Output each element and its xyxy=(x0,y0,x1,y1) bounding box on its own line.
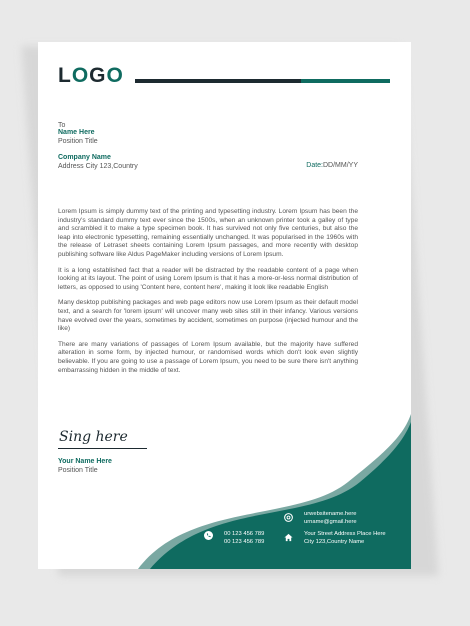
signature-script: Sing here xyxy=(59,429,128,445)
recipient-name: Name Here xyxy=(58,129,95,136)
recipient-to-label: To xyxy=(58,122,66,129)
logo-text: LOGO xyxy=(58,64,124,87)
wave-main-layer xyxy=(150,422,411,569)
body-paragraph-1: Lorem Ipsum is simply dummy text of the printing and typesetting industry. Lorem Ipsum has been the industry's standard dummy text ever since the 1500s, when an unknown printer took a galley of type and scrambled it to make a type specimen book. It has survived not only five centuries, but also the leap into electronic typesetting, remaining essentially unchanged. It was popularised in the 1960s with the release of Letraset sheets containing Lorem Ipsum passages, and more recently with desktop publishing software like Aldus PageMaker including versions of Lorem Ipsum. xyxy=(58,208,358,258)
company-address: Address City 123,Country xyxy=(58,163,138,170)
email: urname@gmail.here xyxy=(304,519,357,525)
address-line-1: Your Street Address Place Here xyxy=(304,531,386,537)
body-paragraph-3: Many desktop publishing packages and web page editors now use Lorem Ipsum as their default model text, and a search for 'lorem ipsum' will uncover many web sites still in their infancy. Various versions have evolved over the years, sometimes by accident, sometimes on purpose (injected humour and the like) xyxy=(58,299,358,333)
date-label: Date: xyxy=(306,162,323,169)
company-name: Company Name xyxy=(58,154,111,161)
website: urwebsitename.here xyxy=(304,511,357,517)
date-value: DD/MM/YY xyxy=(323,162,358,169)
recipient-position: Position Title xyxy=(58,138,98,145)
footer-wave xyxy=(38,42,411,569)
at-icon xyxy=(284,513,293,522)
phone-2: 00 123 456 789 xyxy=(224,539,265,545)
body-paragraph-4: There are many variations of passages of Lorem Ipsum available, but the majority have suffered alteration in some form, by injected humour, or randomised words which don't look even slightly believable. If you are going to use a passage of Lorem Ipsum, you need to be sure there isn't anything embarrassing hidden in the middle of text. xyxy=(58,340,358,374)
signer-name: Your Name Here xyxy=(58,458,112,465)
address-line-2: City 123,Country Name xyxy=(304,539,365,545)
phone-1: 00 123 456 789 xyxy=(224,531,265,537)
phone-icon xyxy=(204,531,213,540)
letterhead-page xyxy=(38,42,411,569)
home-icon xyxy=(284,533,293,542)
signer-position: Position Title xyxy=(58,467,98,474)
body-paragraph-2: It is a long established fact that a reader will be distracted by the readable content of a page when looking at its layout. The point of using Lorem Ipsum is that it has a more-or-less normal distribution of letters, as opposed to using 'Content here, content here', making it look like readable English xyxy=(58,266,358,291)
